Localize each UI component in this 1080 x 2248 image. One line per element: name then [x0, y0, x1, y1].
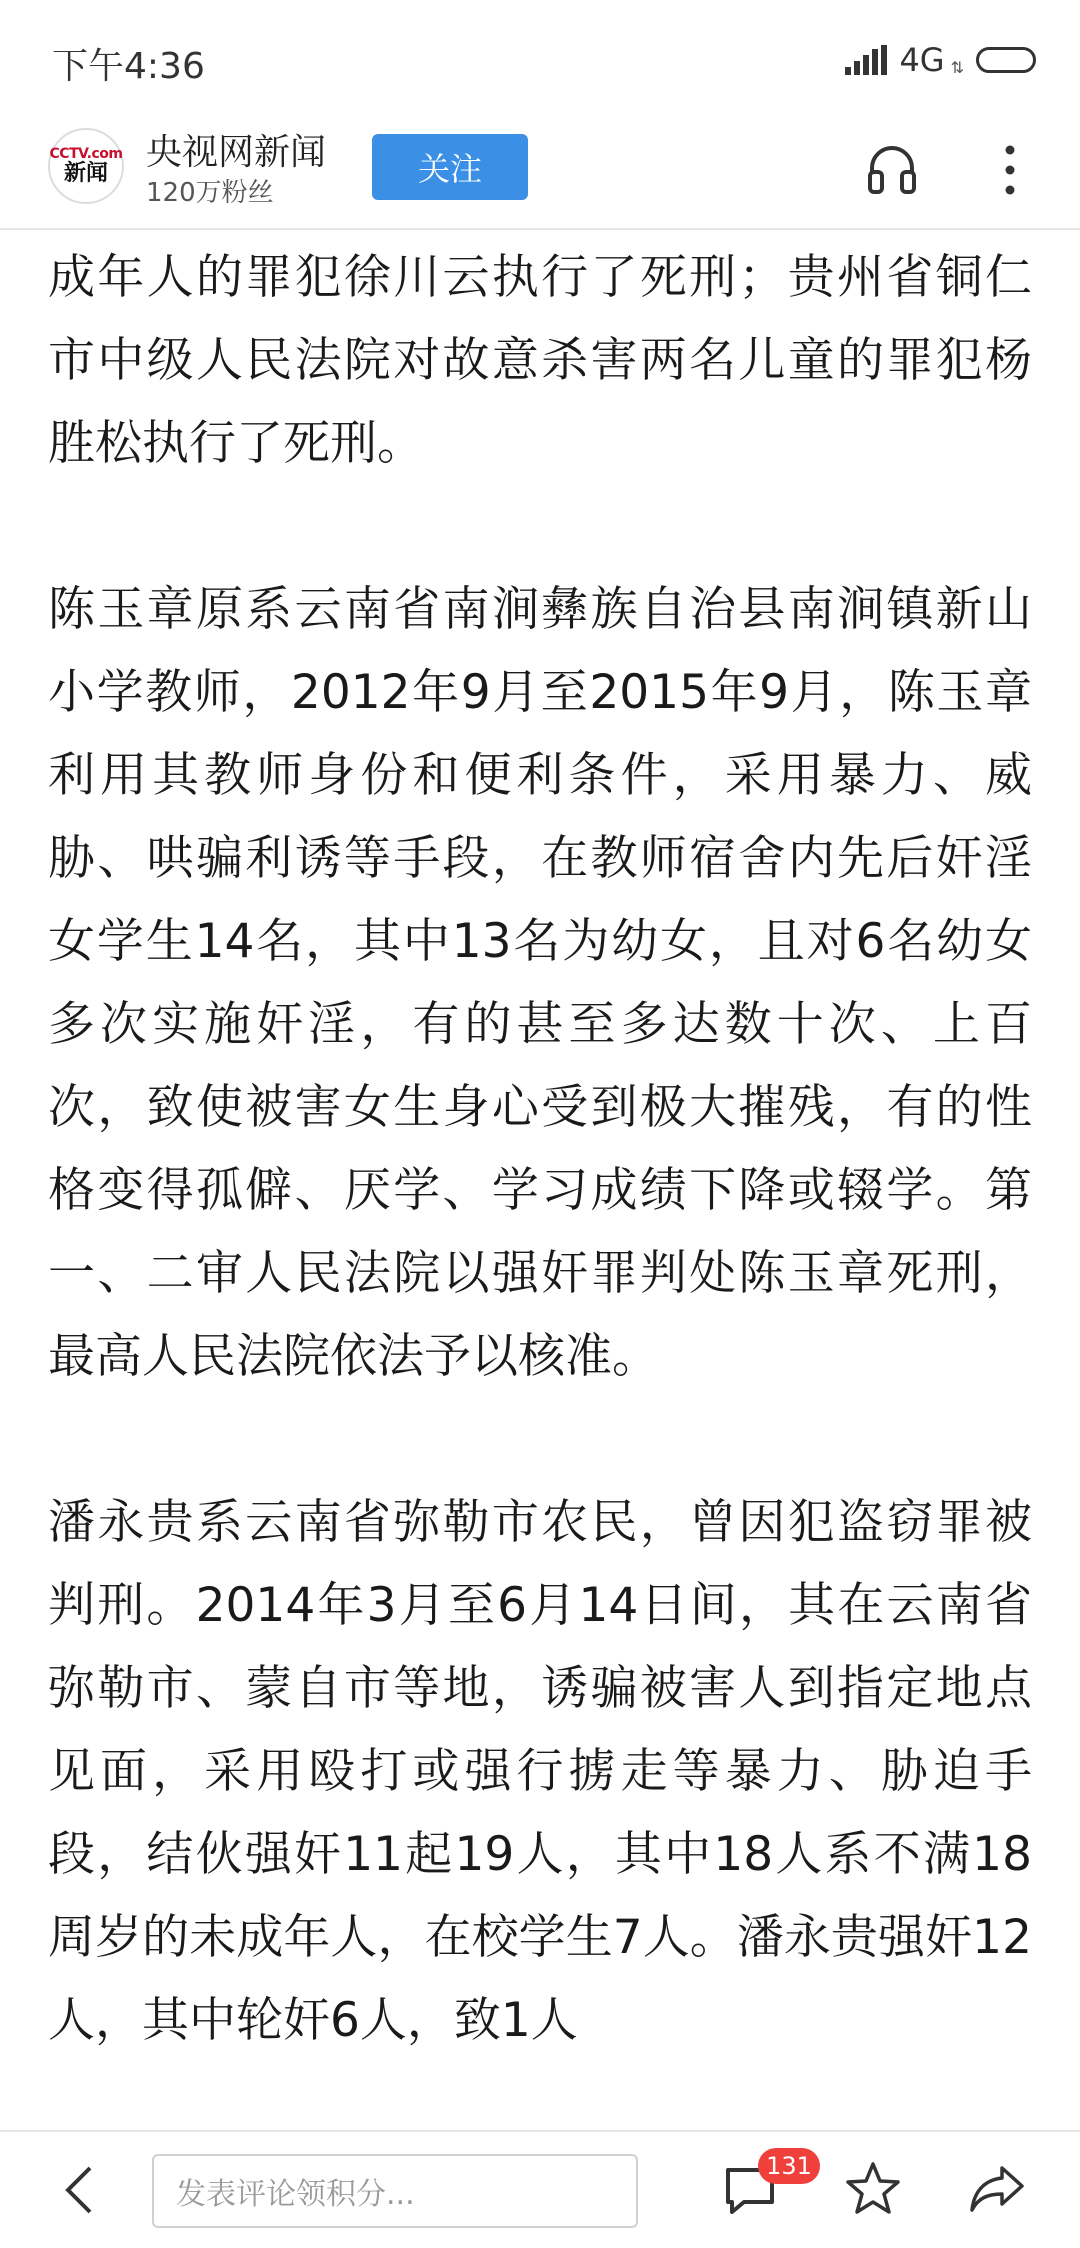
back-icon[interactable] [56, 2160, 104, 2220]
logo-brand-text: CCTV.com [49, 146, 123, 162]
data-activity-icon: ⇅ [950, 57, 964, 77]
article-paragraph: 成年人的罪犯徐川云执行了死刑；贵州省铜仁市中级人民法院对故意杀害两名儿童的罪犯杨胜松执行了死刑。 [48, 250, 1032, 471]
follower-count: 120万粉丝 [146, 178, 274, 208]
comment-input[interactable]: 发表评论领积分... [152, 2154, 638, 2228]
status-bar [0, 0, 1080, 120]
article-body [48, 236, 1032, 2126]
article-paragraph: 陈玉章原系云南省南涧彝族自治县南涧镇新山小学教师，2012年9月至2015年9月，陈玉章利用其教师身份和便利条件，采用暴力、威胁、哄骗利诱等手段，在教师宿舍内先后奸淫女学生14名，其中13名为幼女，且对6名幼女多次实施奸淫，有的甚至多达数十次、上百次，致使被害女生身心受到极大摧残，有的性格变得孤僻、厌学、学习成绩下降或辍学。第一、二审人民法院以强奸罪判处陈玉章死刑，最高人民法院依法予以核准。 [48, 582, 1032, 1384]
comment-count-badge: 131 [758, 2148, 820, 2184]
star-icon[interactable] [844, 2160, 902, 2218]
more-vertical-icon[interactable] [998, 142, 1022, 198]
account-logo[interactable] [48, 128, 124, 204]
article-paragraph: 潘永贵系云南省弥勒市农民，曾因犯盗窃罪被判刑。2014年3月至6月14日间，其在云南省弥勒市、蒙自市等地，诱骗被害人到指定地点见面，采用殴打或强行掳走等暴力、胁迫手段，结伙强奸11起19人，其中18人系不满18周岁的未成年人，在校学生7人。潘永贵强奸12人，其中轮奸6人，致1人 [48, 1495, 1032, 2048]
share-icon[interactable] [968, 2162, 1026, 2216]
status-time: 下午4:36 [52, 46, 205, 87]
network-type: 4G [899, 41, 945, 79]
bottom-toolbar [0, 2130, 1080, 2248]
logo-news-text: 新闻 [63, 161, 108, 186]
headphone-icon[interactable] [864, 140, 920, 196]
battery-icon [976, 47, 1036, 73]
follow-button[interactable]: 关注 [372, 134, 528, 200]
account-header [0, 120, 1080, 230]
signal-icon [845, 45, 887, 75]
status-indicators [845, 40, 1036, 80]
account-name[interactable]: 央视网新闻 [146, 132, 327, 173]
